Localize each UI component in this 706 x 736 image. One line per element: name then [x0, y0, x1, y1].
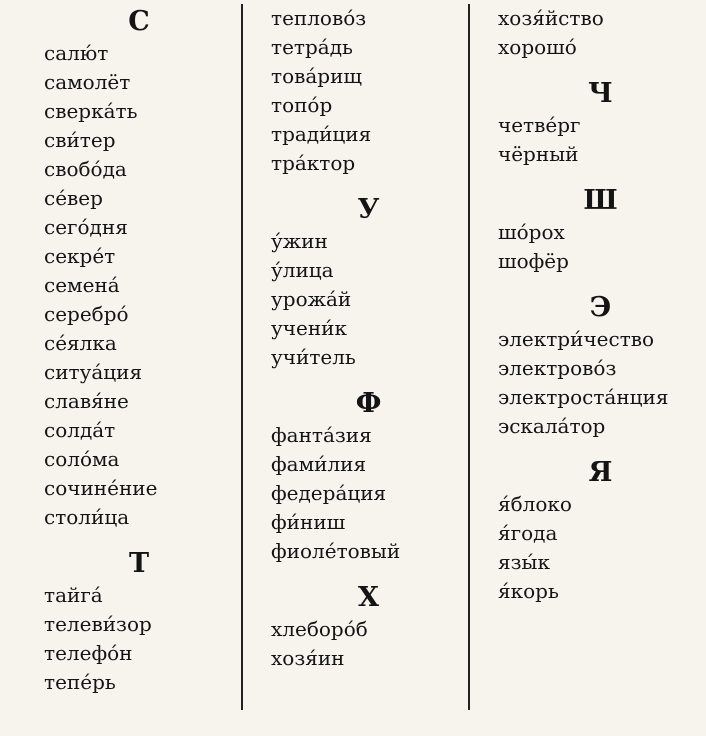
word-item: учи́тель: [271, 345, 356, 369]
word-item: сочине́ние: [44, 476, 158, 500]
word-item: самолёт: [44, 70, 131, 94]
word-item: фиоле́товый: [271, 539, 401, 563]
word-item: свобо́да: [44, 157, 127, 181]
word-item: фи́ниш: [271, 510, 346, 534]
word-item: топо́р: [271, 93, 333, 117]
section-letter-ya: Я: [588, 457, 613, 488]
section-letter-kh: Х: [358, 582, 379, 613]
word-item: урожа́й: [271, 287, 352, 311]
word-item: столи́ца: [44, 505, 130, 529]
word-item: се́вер: [44, 186, 103, 210]
word-item: славя́не: [44, 389, 129, 413]
word-item: теплово́з: [271, 6, 367, 30]
word-item: солда́т: [44, 418, 116, 442]
word-item: у́жин: [271, 229, 328, 253]
word-item: язы́к: [498, 550, 550, 574]
word-item: чёрный: [498, 142, 579, 166]
word-item: тетра́дь: [271, 35, 353, 59]
word-item: това́рищ: [271, 64, 363, 88]
word-item: шо́рох: [498, 220, 565, 244]
word-item: тради́ция: [271, 122, 372, 146]
word-item: секре́т: [44, 244, 116, 268]
column-divider-2: [468, 4, 470, 710]
column-3: [498, 4, 703, 606]
word-item: тайга́: [44, 583, 103, 607]
word-item: сверка́ть: [44, 99, 138, 123]
section-letter-f: Ф: [355, 388, 382, 419]
word-item: сви́тер: [44, 128, 116, 152]
word-item: электри́чество: [498, 327, 655, 351]
word-item: се́ялка: [44, 331, 117, 355]
word-item: хорошо́: [498, 35, 577, 59]
word-item: тра́ктор: [271, 151, 356, 175]
word-item: я́года: [498, 521, 558, 545]
section-letter-s: С: [128, 6, 150, 37]
word-item: телеви́зор: [44, 612, 152, 636]
word-item: у́лица: [271, 258, 334, 282]
section-letter-sh: Ш: [583, 185, 618, 216]
word-item: хозя́ин: [271, 646, 345, 670]
word-item: телефо́н: [44, 641, 133, 665]
word-item: федера́ция: [271, 481, 387, 505]
section-letter-e: Э: [589, 292, 612, 323]
column-2: [271, 4, 466, 673]
word-item: салю́т: [44, 41, 109, 65]
word-item: эскала́тор: [498, 414, 606, 438]
section-letter-u: У: [357, 194, 380, 225]
word-item: шофёр: [498, 249, 569, 273]
column-divider-1: [241, 4, 243, 710]
section-letter-ch: Ч: [588, 78, 613, 109]
column-1: [44, 4, 234, 697]
word-item: фами́лия: [271, 452, 367, 476]
word-item: хозя́йство: [498, 6, 604, 30]
word-item: я́блоко: [498, 492, 572, 516]
word-item: я́корь: [498, 579, 559, 603]
word-item: ситуа́ция: [44, 360, 143, 384]
word-item: тепе́рь: [44, 670, 116, 694]
word-item: сего́дня: [44, 215, 128, 239]
word-item: соло́ма: [44, 447, 120, 471]
section-letter-t: Т: [128, 548, 150, 579]
word-item: четве́рг: [498, 113, 581, 137]
word-item: серебро́: [44, 302, 129, 326]
word-item: семена́: [44, 273, 120, 297]
word-item: электрово́з: [498, 356, 617, 380]
word-item: хлеборо́б: [271, 617, 368, 641]
word-item: учени́к: [271, 316, 347, 340]
word-item: электроста́нция: [498, 385, 669, 409]
word-item: фанта́зия: [271, 423, 372, 447]
